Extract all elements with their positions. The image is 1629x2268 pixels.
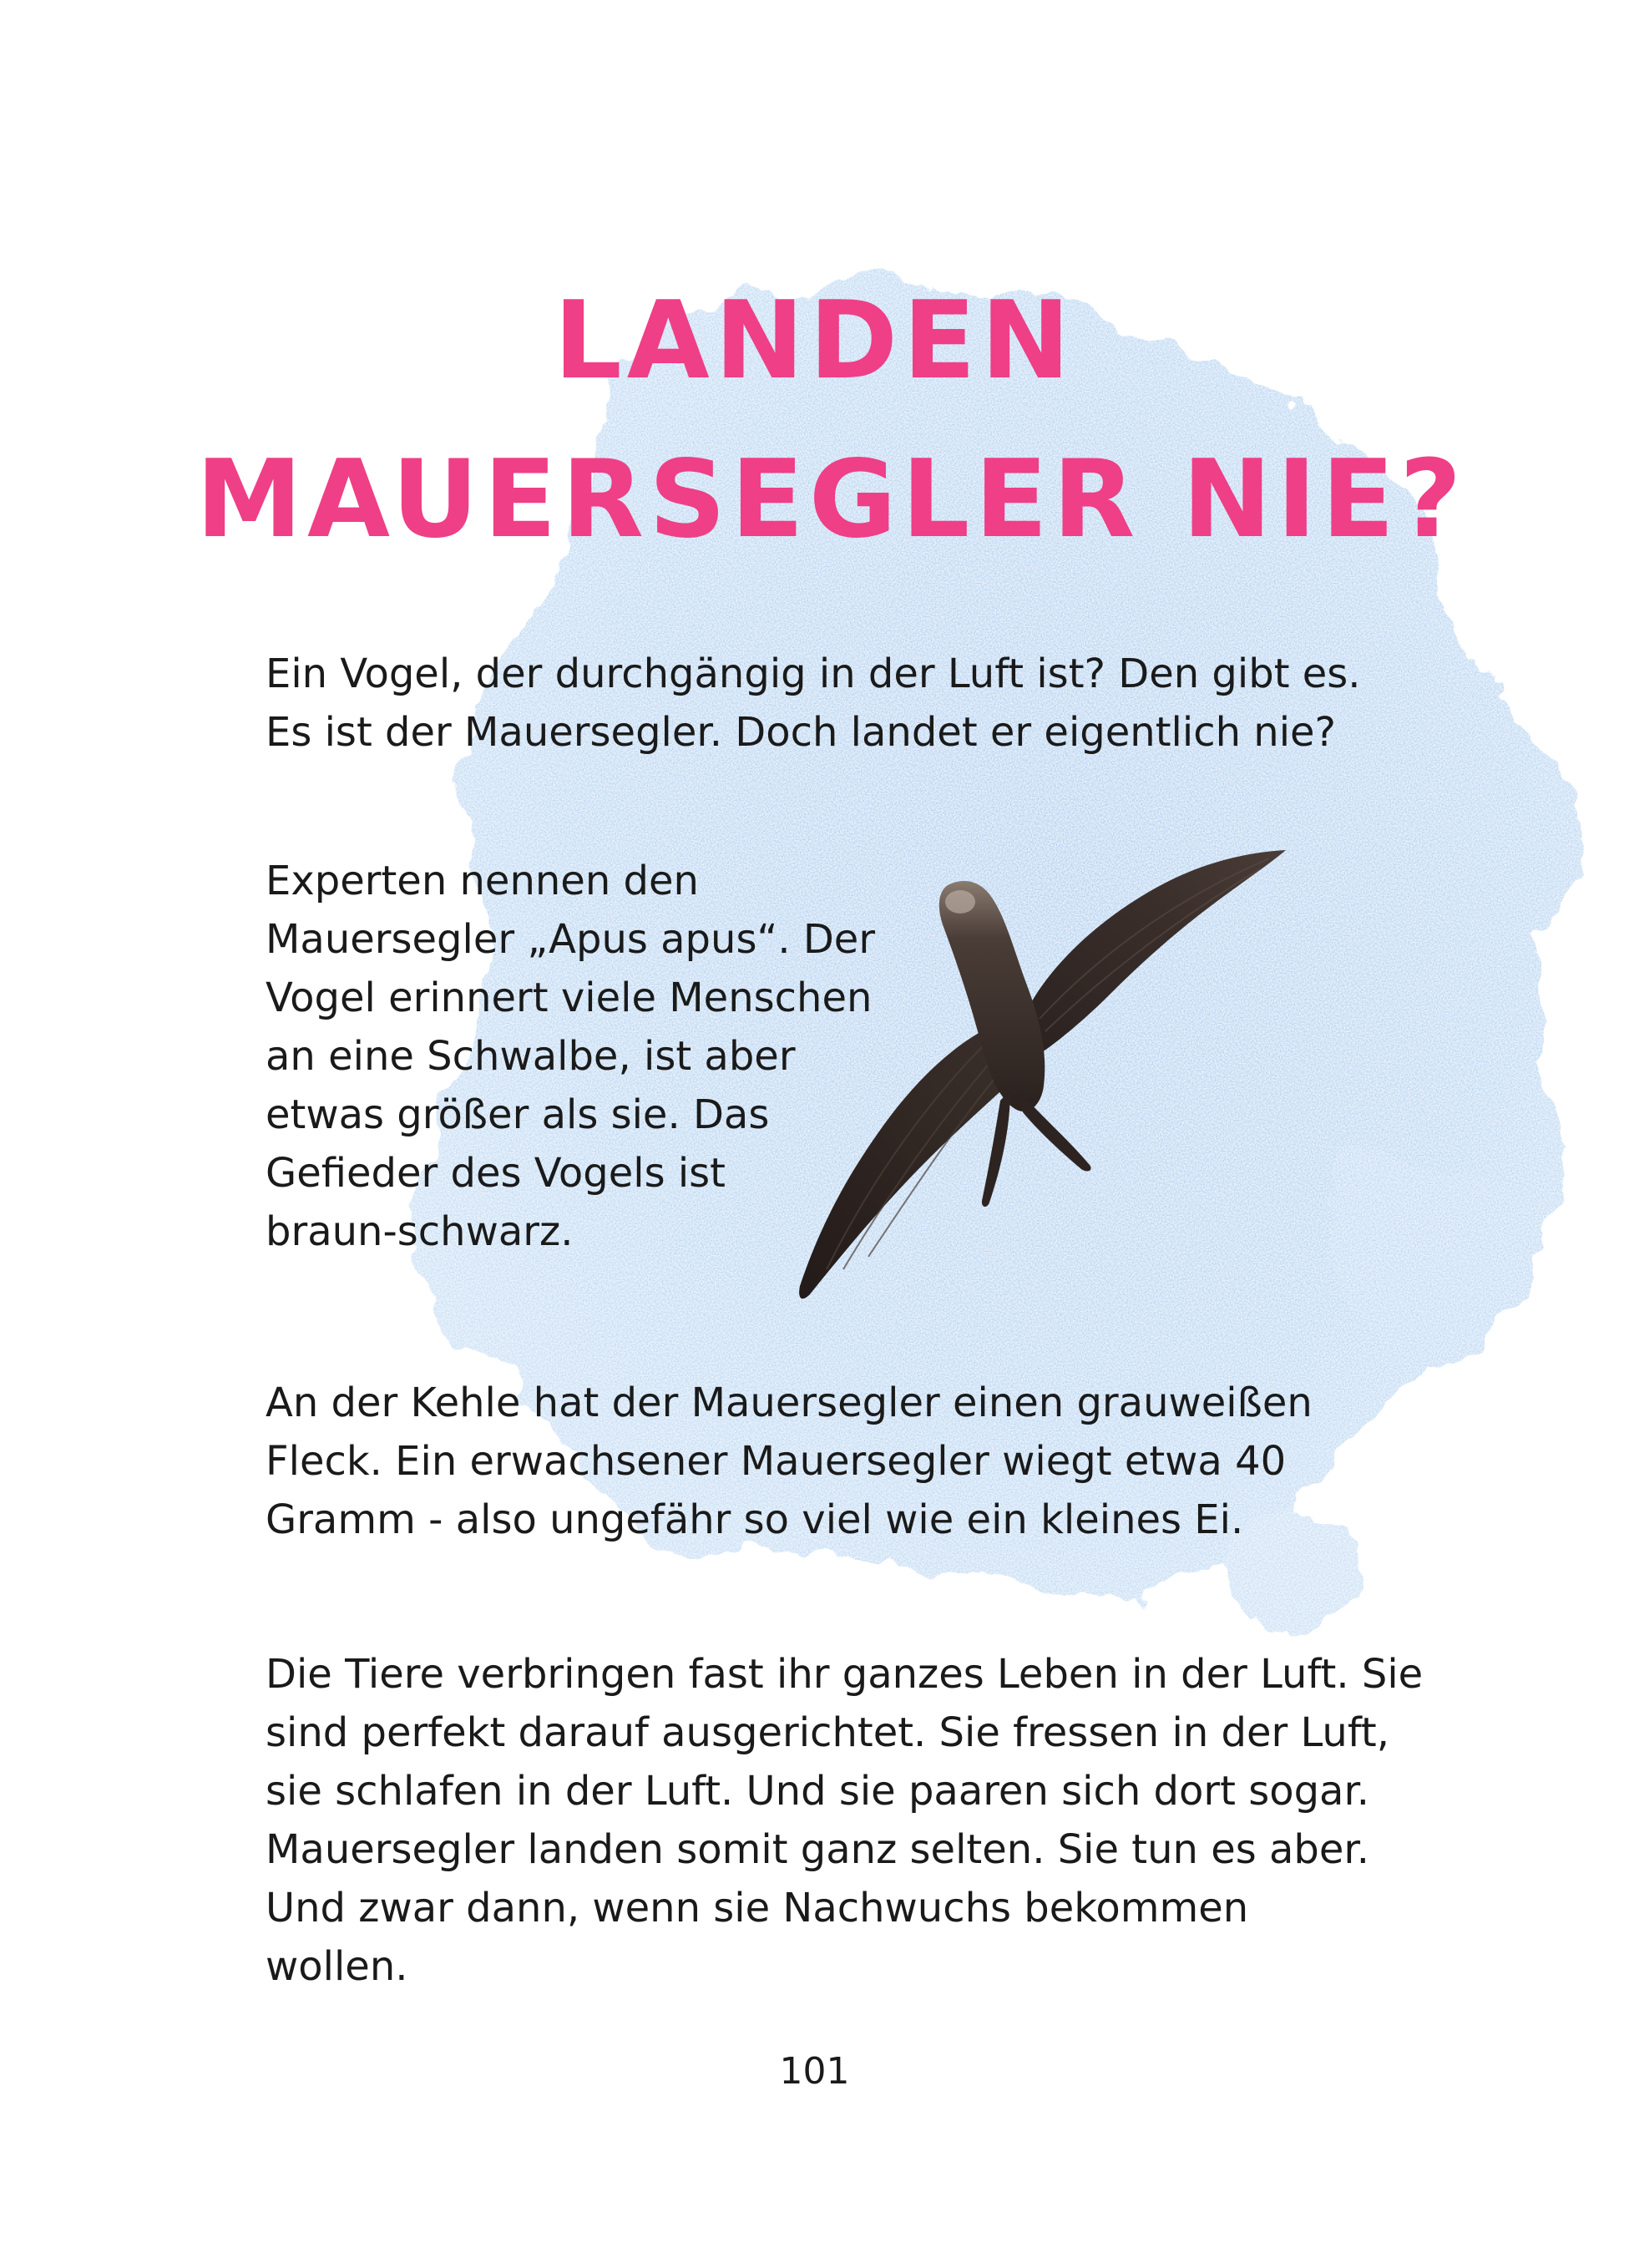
throat-line: Gramm - also ungefähr so viel wie ein kleines Ei. (266, 1496, 1244, 1543)
intro-line: Ein Vogel, der durchgängig in der Luft ist? Den gibt es. (266, 651, 1361, 697)
page-number: 101 (779, 2050, 850, 2093)
title-line-2: MAUERSEGLER NIE? (195, 438, 1467, 562)
throat-line: An der Kehle hat der Mauersegler einen grauweißen (266, 1380, 1313, 1426)
experts-line: Gefieder des Vogels ist (266, 1150, 726, 1197)
swift-bird-icon (777, 835, 1311, 1319)
experts-line: Experten nennen den (266, 858, 699, 904)
experts-line: Vogel erinnert viele Menschen (266, 975, 873, 1021)
throat-line: Fleck. Ein erwachsener Mauersegler wiegt etwa 40 (266, 1438, 1287, 1485)
title-line-1: LANDEN (554, 279, 1075, 403)
intro-paragraph (266, 645, 1361, 762)
experts-line: braun-schwarz. (266, 1208, 574, 1255)
life-line: Die Tiere verbringen fast ihr ganzes Leben in der Luft. Sie (266, 1651, 1424, 1698)
experts-line: an eine Schwalbe, ist aber (266, 1033, 796, 1080)
experts-line: Mauersegler „Apus apus“. Der (266, 916, 876, 963)
experts-line: etwas größer als sie. Das (266, 1091, 770, 1138)
throat-paragraph (266, 1374, 1313, 1549)
life-line: Und zwar dann, wenn sie Nachwuchs bekommen (266, 1885, 1249, 1931)
life-paragraph (266, 1645, 1423, 1996)
life-line: Mauersegler landen somit ganz selten. Sie tun es aber. (266, 1826, 1370, 1873)
life-line: sind perfekt darauf ausgerichtet. Sie fressen in der Luft, (266, 1709, 1389, 1756)
intro-line: Es ist der Mauersegler. Doch landet er eigentlich nie? (266, 709, 1337, 756)
life-line: wollen. (266, 1943, 408, 1990)
life-line: sie schlafen in der Luft. Und sie paaren sich dort sogar. (266, 1768, 1370, 1815)
